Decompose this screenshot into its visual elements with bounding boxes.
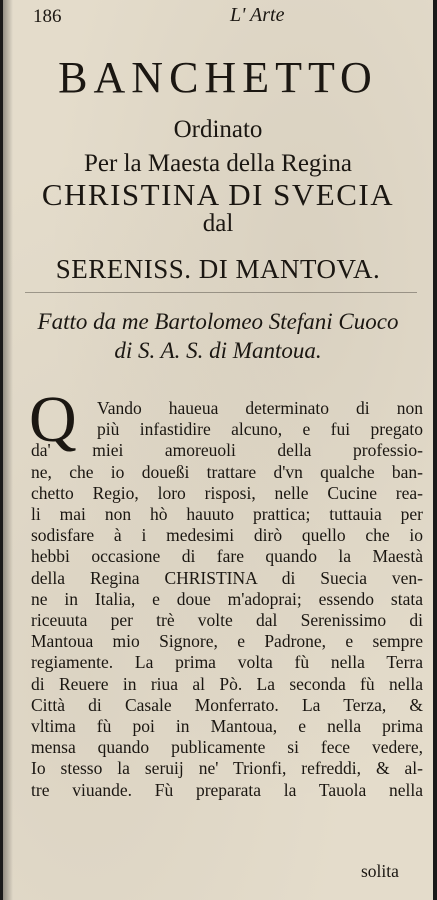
body-line: mensa quando publicamente si fece vedere, <box>31 737 423 758</box>
attribution-line: di S. A. S. di Mantoua. <box>114 338 322 363</box>
subtitle-line: Per la Maesta della Regina <box>84 150 352 177</box>
divider <box>25 292 417 293</box>
body-line: Mantoua mio Signore, e Padrone, e sempre <box>31 631 423 652</box>
body-line: Io stesso la seruij ne' Trionfi, refreddi, & al- <box>31 758 423 779</box>
subtitle-line: SERENISS. DI MANTOVA. <box>55 254 381 284</box>
body-line: della Regina CHRISTINA di Suecia ven- <box>31 567 423 588</box>
subtitle-line: Ordinato <box>173 116 263 143</box>
page-number: 186 <box>33 6 62 27</box>
body-line: li mai non hò hauuto prattica; tuttauia per <box>31 504 423 525</box>
body-line: Vando haueua determinato di non <box>97 398 423 418</box>
attribution-line: Fatto da me Bartolomeo Stefani Cuoco <box>37 309 399 334</box>
body-line: ne in Italia, e doue m'adoprai; essendo stata <box>31 588 423 609</box>
body-text <box>31 398 423 801</box>
page-title: BANCHETTO <box>58 53 378 102</box>
body-line: vltima fù poi in Mantoua, e nella prima <box>31 716 423 737</box>
catchword: solita <box>361 861 399 881</box>
running-title: L' Arte <box>230 4 285 26</box>
book-page <box>3 0 433 900</box>
subtitle-line: CHRISTINA DI SVECIA <box>41 177 395 212</box>
body-line: hebbi occasione di fare quando la Maestà <box>31 546 423 567</box>
body-line: Città di Casale Monferrato. La Terza, & <box>31 694 423 715</box>
body-line: tre viuande. Fù preparata la Tauola nella <box>31 779 423 800</box>
body-line: da' miei amoreuoli della professio- <box>31 440 423 461</box>
body-line: più infastidire alcuno, e fui pregato <box>97 419 423 440</box>
body-line: di Reuere in riua al Pò. La seconda fù nella <box>31 673 423 694</box>
body-line: riceuuta per trè volte dal Serenissimo di <box>31 610 423 631</box>
subtitle-line: dal <box>202 210 234 237</box>
body-line: chetto Regio, loro risposi, nelle Cucine rea- <box>31 482 423 503</box>
body-line: ne, che io doueßi trattare d'vn qualche ban- <box>31 461 423 482</box>
drop-cap: Q <box>29 383 77 456</box>
page-header <box>25 2 419 28</box>
body-line: sodisfare à i medesimi dirò quello che io <box>31 525 423 546</box>
body-line: regiamente. La prima volta fù nella Terra <box>31 652 423 673</box>
